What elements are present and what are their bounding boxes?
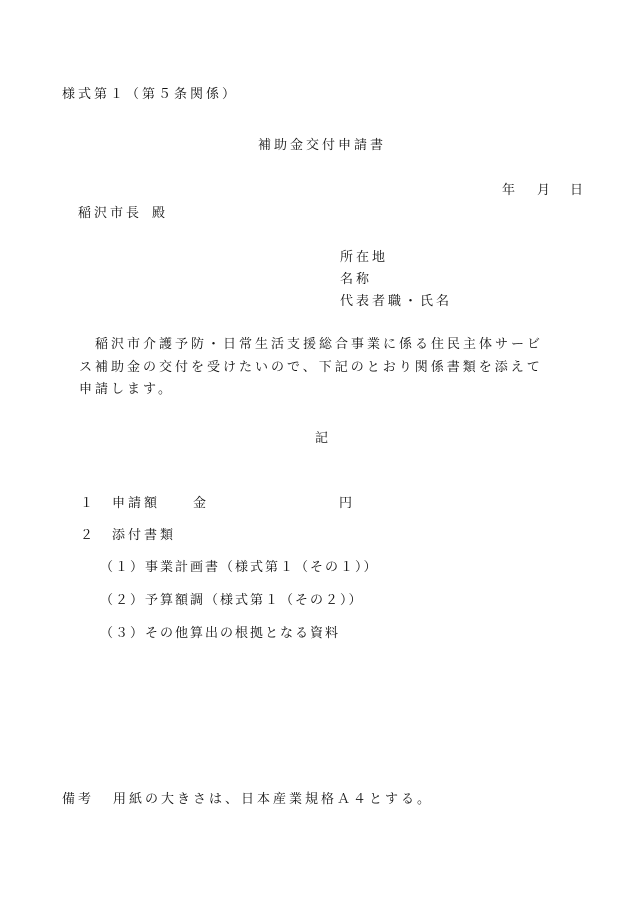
remarks-text: 用紙の大きさは、日本産業規格Ａ４とする。 — [113, 792, 434, 807]
attachment-item-1: （１）事業計画書（様式第１（その１）） — [100, 560, 379, 575]
item1-label: 申請額 — [112, 496, 161, 511]
attachment-item-3: （３）その他算出の根拠となる資料 — [100, 626, 341, 641]
body-text-line-1: 稲沢市介護予防・日常生活支援総合事業に係る住民主体サービ — [95, 337, 544, 352]
applicant-representative-label: 代表者職・氏名 — [340, 294, 453, 309]
applicant-address-label: 所在地 — [340, 250, 389, 265]
document-title: 補助金交付申請書 — [258, 138, 387, 153]
item1-number: １ — [80, 496, 97, 511]
item2-label: 添付書類 — [112, 528, 177, 543]
ki-heading: 記 — [315, 431, 332, 446]
attachment-item-2: （２）予算額調（様式第１（その２）） — [100, 593, 364, 608]
addressee-honorific: 殿 — [152, 206, 169, 221]
body-text-line-2: ス補助金の交付を受けたいので、下記のとおり関係書類を添えて — [79, 360, 543, 375]
date-day: 日 — [570, 183, 587, 198]
item1-yen: 円 — [339, 496, 356, 511]
remarks-label: 備考 — [62, 792, 95, 807]
addressee-name: 稲沢市長 — [78, 206, 143, 221]
applicant-name-label: 名称 — [340, 272, 373, 287]
date-month: 月 — [537, 183, 554, 198]
item1-kin: 金 — [193, 496, 210, 511]
date-year: 年 — [502, 183, 519, 198]
item2-number: ２ — [80, 528, 97, 543]
form-number: 様式第１（第５条関係） — [62, 87, 239, 102]
body-text-line-3: 申請します。 — [79, 382, 174, 397]
